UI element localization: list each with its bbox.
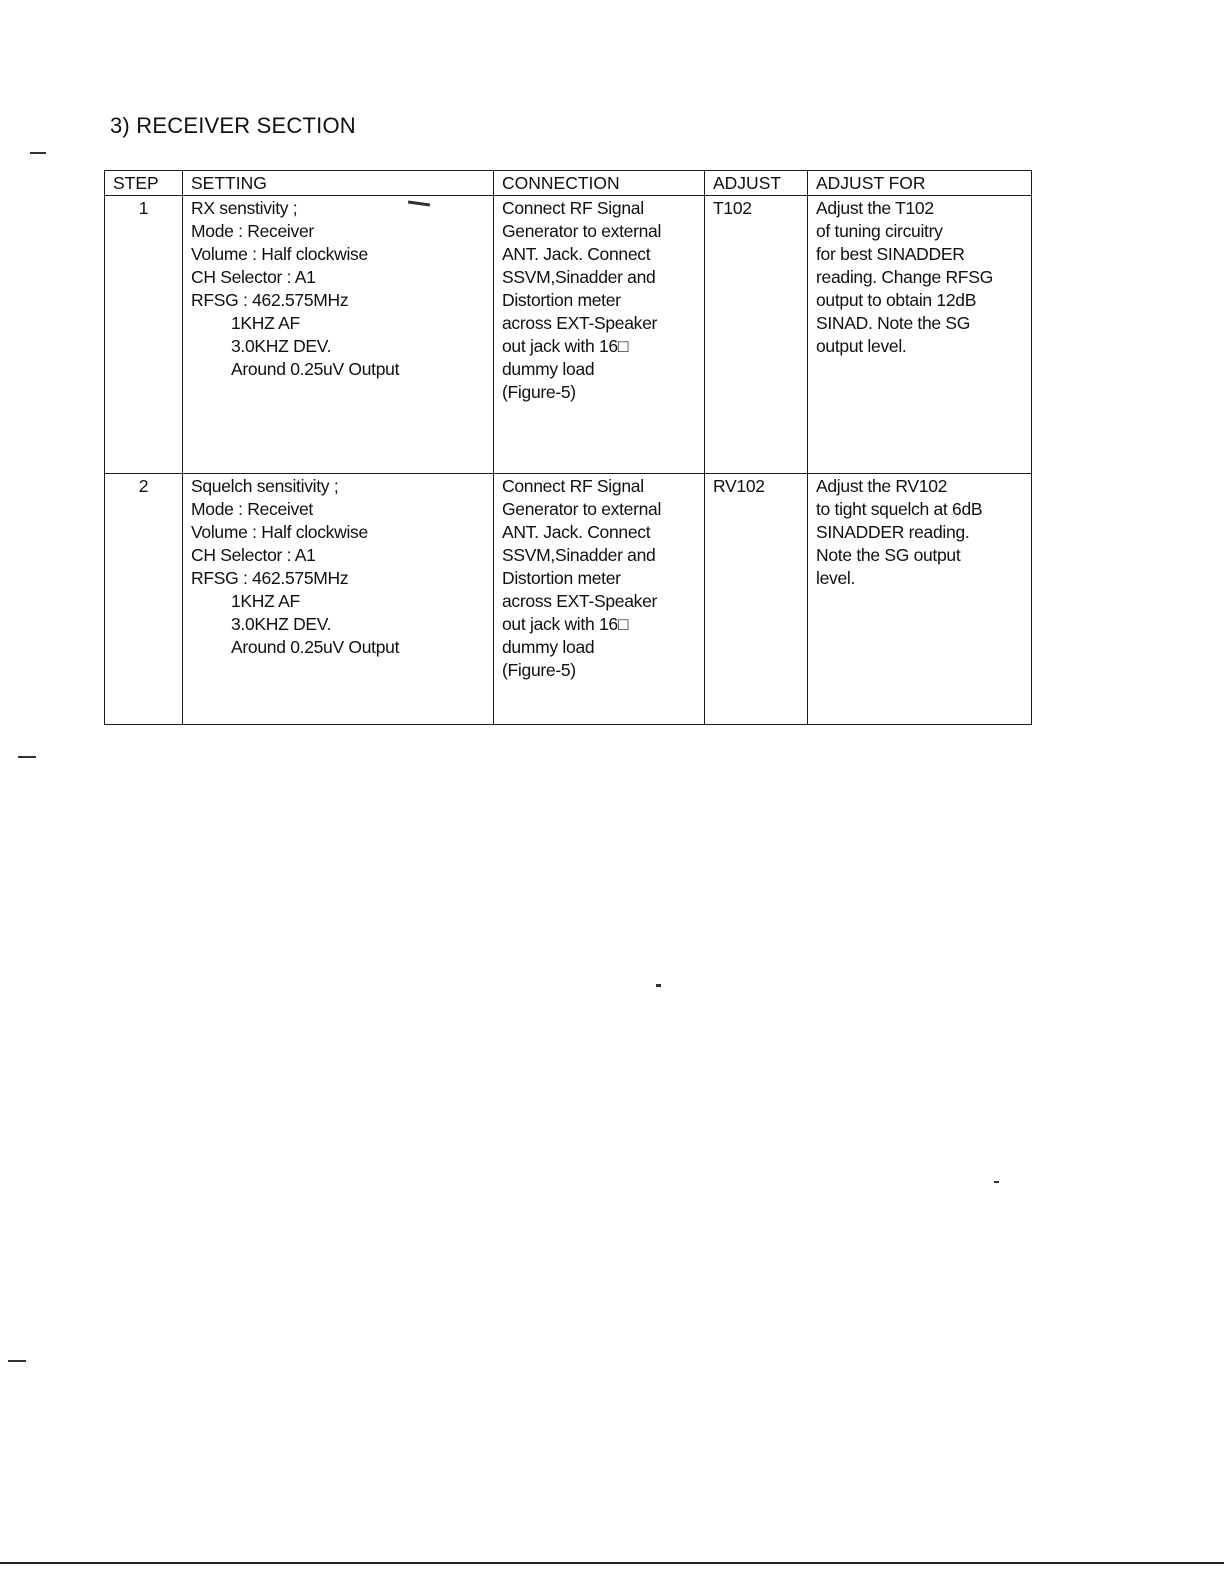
setting-line: Mode : Receiver <box>191 221 314 241</box>
connection-line: across EXT-Speaker <box>502 313 658 333</box>
header-adjust: ADJUST <box>705 171 808 196</box>
setting-line: 3.0KHZ DEV. <box>231 336 332 356</box>
scan-mark <box>994 1181 999 1183</box>
setting-line: CH Selector : A1 <box>191 545 316 565</box>
connection-line: Generator to external <box>502 499 662 519</box>
connection-line: ANT. Jack. Connect <box>502 522 651 542</box>
adjust-for-line: for best SINADDER <box>816 244 965 264</box>
setting-line: Around 0.25uV Output <box>231 637 400 657</box>
setting-line: 1KHZ AF <box>231 591 300 611</box>
adjust-for-line: Adjust the T102 <box>816 198 934 218</box>
connection-line: out jack with 16□ <box>502 336 629 356</box>
connection-line: across EXT-Speaker <box>502 591 658 611</box>
connection-line: SSVM,Sinadder and <box>502 267 656 287</box>
adjust-for-line: to tight squelch at 6dB <box>816 499 983 519</box>
scan-mark <box>30 152 46 154</box>
adjust-for-line: Adjust the RV102 <box>816 476 948 496</box>
adjust-for-line: SINAD. Note the SG <box>816 313 971 333</box>
connection-line: dummy load <box>502 637 595 657</box>
setting-line: RFSG : 462.575MHz <box>191 568 349 588</box>
header-step: STEP <box>105 171 183 196</box>
receiver-adjustment-table <box>104 170 1032 725</box>
adjust-for-cell <box>808 196 1032 474</box>
header-setting: SETTING <box>183 171 494 196</box>
connection-line: Distortion meter <box>502 568 621 588</box>
adjust-for-line: level. <box>816 568 856 588</box>
header-adjust-for: ADJUST FOR <box>808 171 1032 196</box>
setting-line: Mode : Receivet <box>191 499 313 519</box>
table-row <box>105 196 1032 474</box>
scan-mark <box>18 756 36 758</box>
step-cell: 2 <box>105 474 183 725</box>
setting-cell <box>183 196 494 474</box>
connection-cell <box>494 196 705 474</box>
setting-line: 3.0KHZ DEV. <box>231 614 332 634</box>
adjust-for-line: output to obtain 12dB <box>816 290 977 310</box>
adjust-for-line: SINADDER reading. <box>816 522 970 542</box>
connection-line: Generator to external <box>502 221 662 241</box>
scan-mark <box>8 1360 26 1362</box>
scan-mark <box>656 984 661 987</box>
adjust-for-line: of tuning circuitry <box>816 221 943 241</box>
connection-line: dummy load <box>502 359 595 379</box>
adjust-for-cell <box>808 474 1032 725</box>
step-cell: 1 <box>105 196 183 474</box>
adjust-for-line: output level. <box>816 336 907 356</box>
adjust-for-line: Note the SG output <box>816 545 961 565</box>
setting-line: Volume : Half clockwise <box>191 244 368 264</box>
connection-line: (Figure-5) <box>502 382 576 402</box>
connection-line: Connect RF Signal <box>502 476 644 496</box>
setting-line: CH Selector : A1 <box>191 267 316 287</box>
connection-cell <box>494 474 705 725</box>
adjust-for-line: reading. Change RFSG <box>816 267 993 287</box>
bottom-scan-line <box>0 1562 1224 1564</box>
connection-line: ANT. Jack. Connect <box>502 244 651 264</box>
setting-line: RX senstivity ; <box>191 198 298 218</box>
section-title: 3) RECEIVER SECTION <box>110 113 356 138</box>
setting-cell <box>183 474 494 725</box>
table-row <box>105 474 1032 725</box>
adjust-cell: T102 <box>705 196 808 474</box>
connection-line: (Figure-5) <box>502 660 576 680</box>
table-header-row <box>105 171 1032 196</box>
header-connection: CONNECTION <box>494 171 705 196</box>
setting-line: Squelch sensitivity ; <box>191 476 339 496</box>
adjust-cell: RV102 <box>705 474 808 725</box>
setting-line: RFSG : 462.575MHz <box>191 290 349 310</box>
setting-line: 1KHZ AF <box>231 313 300 333</box>
setting-line: Volume : Half clockwise <box>191 522 368 542</box>
connection-line: Distortion meter <box>502 290 621 310</box>
connection-line: SSVM,Sinadder and <box>502 545 656 565</box>
connection-line: Connect RF Signal <box>502 198 644 218</box>
connection-line: out jack with 16□ <box>502 614 629 634</box>
setting-line: Around 0.25uV Output <box>231 359 400 379</box>
